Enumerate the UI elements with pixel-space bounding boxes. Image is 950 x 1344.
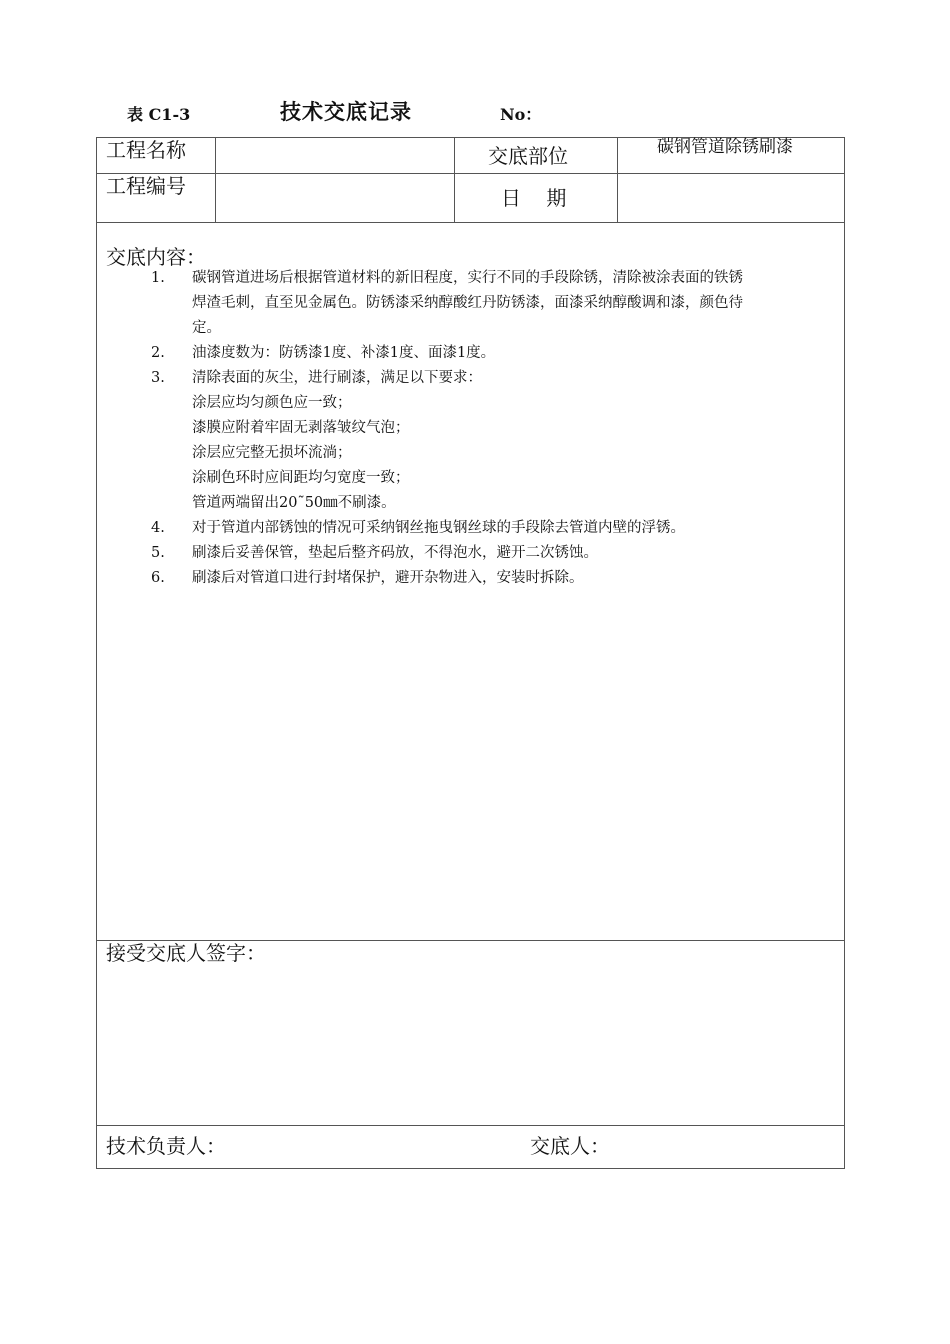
item-number: 1.: [151, 270, 165, 286]
list-item: [151, 566, 831, 591]
column-divider: [215, 138, 216, 222]
item-text-line: 碳钢管道进场后根据管道材料的新旧程度，实行不同的手段除锈，清除被涂表面的铁锈: [192, 270, 743, 286]
item-number: 4.: [151, 520, 165, 536]
item-text-line: 漆膜应附着牢固无剥落皱纹气泡；: [192, 420, 410, 436]
item-text-line: 对于管道内部锈蚀的情况可采纳钢丝拖曳钢丝球的手段除去管道内壁的浮锈。: [192, 520, 685, 536]
list-item: [151, 341, 831, 366]
tech-lead-label: 技术负责人：: [106, 1134, 226, 1158]
content-heading: 交底内容：: [106, 245, 206, 269]
item-text-line: 管道两端留出20˜50㎜不刷漆。: [192, 495, 396, 511]
item-text-line: 刷漆后对管道口进行封堵保护，避开杂物进入，安装时拆除。: [192, 570, 584, 586]
item-text-line: 焊渣毛刺，直至见金属色。防锈漆采纳醇酸红丹防锈漆，面漆采纳醇酸调和漆，颜色待: [192, 295, 743, 311]
item-text-line: 油漆度数为：防锈漆1度、补漆1度、面漆1度。: [192, 345, 496, 361]
location-field[interactable]: 碳钢管道除锈刷漆: [657, 137, 793, 157]
item-number: 2.: [151, 345, 165, 361]
item-number: 5.: [151, 545, 165, 561]
document-number-label: No：: [500, 105, 542, 124]
page-title: 技术交底记录: [280, 99, 412, 124]
discloser-label: 交底人：: [530, 1134, 610, 1158]
list-item: [151, 266, 831, 341]
form-code: 表 C1-3: [127, 105, 191, 124]
column-divider: [617, 138, 618, 222]
item-number: 3.: [151, 370, 165, 386]
location-label: 交底部位: [488, 144, 568, 168]
item-text-line: 涂层应完整无损坏流淌；: [192, 445, 352, 461]
row-divider: [97, 1125, 844, 1126]
date-label: 日 期: [501, 186, 567, 210]
item-text-line: 涂层应均匀颜色应一致；: [192, 395, 352, 411]
item-text-line: 刷漆后妥善保管，垫起后整齐码放，不得泡水，避开二次锈蚀。: [192, 545, 598, 561]
receiver-signature-area[interactable]: [97, 968, 844, 1123]
disclosure-form: [96, 137, 845, 1169]
list-item: [151, 541, 831, 566]
item-text-line: 涂刷色环时应间距均匀宽度一致；: [192, 470, 410, 486]
item-text-line: 清除表面的灰尘，进行刷漆，满足以下要求：: [192, 370, 482, 386]
column-divider: [454, 138, 455, 222]
list-item: [151, 516, 831, 541]
receiver-signature-label: 接受交底人签字：: [106, 941, 266, 965]
project-number-label: 工程编号: [106, 174, 186, 198]
project-name-label: 工程名称: [106, 138, 186, 162]
item-text-line: 定。: [192, 320, 221, 336]
item-number: 6.: [151, 570, 165, 586]
form-header: [0, 96, 950, 130]
row-divider: [97, 222, 844, 223]
disclosure-content-list: [151, 266, 831, 591]
list-item: [151, 366, 831, 516]
row-divider: [97, 173, 844, 174]
